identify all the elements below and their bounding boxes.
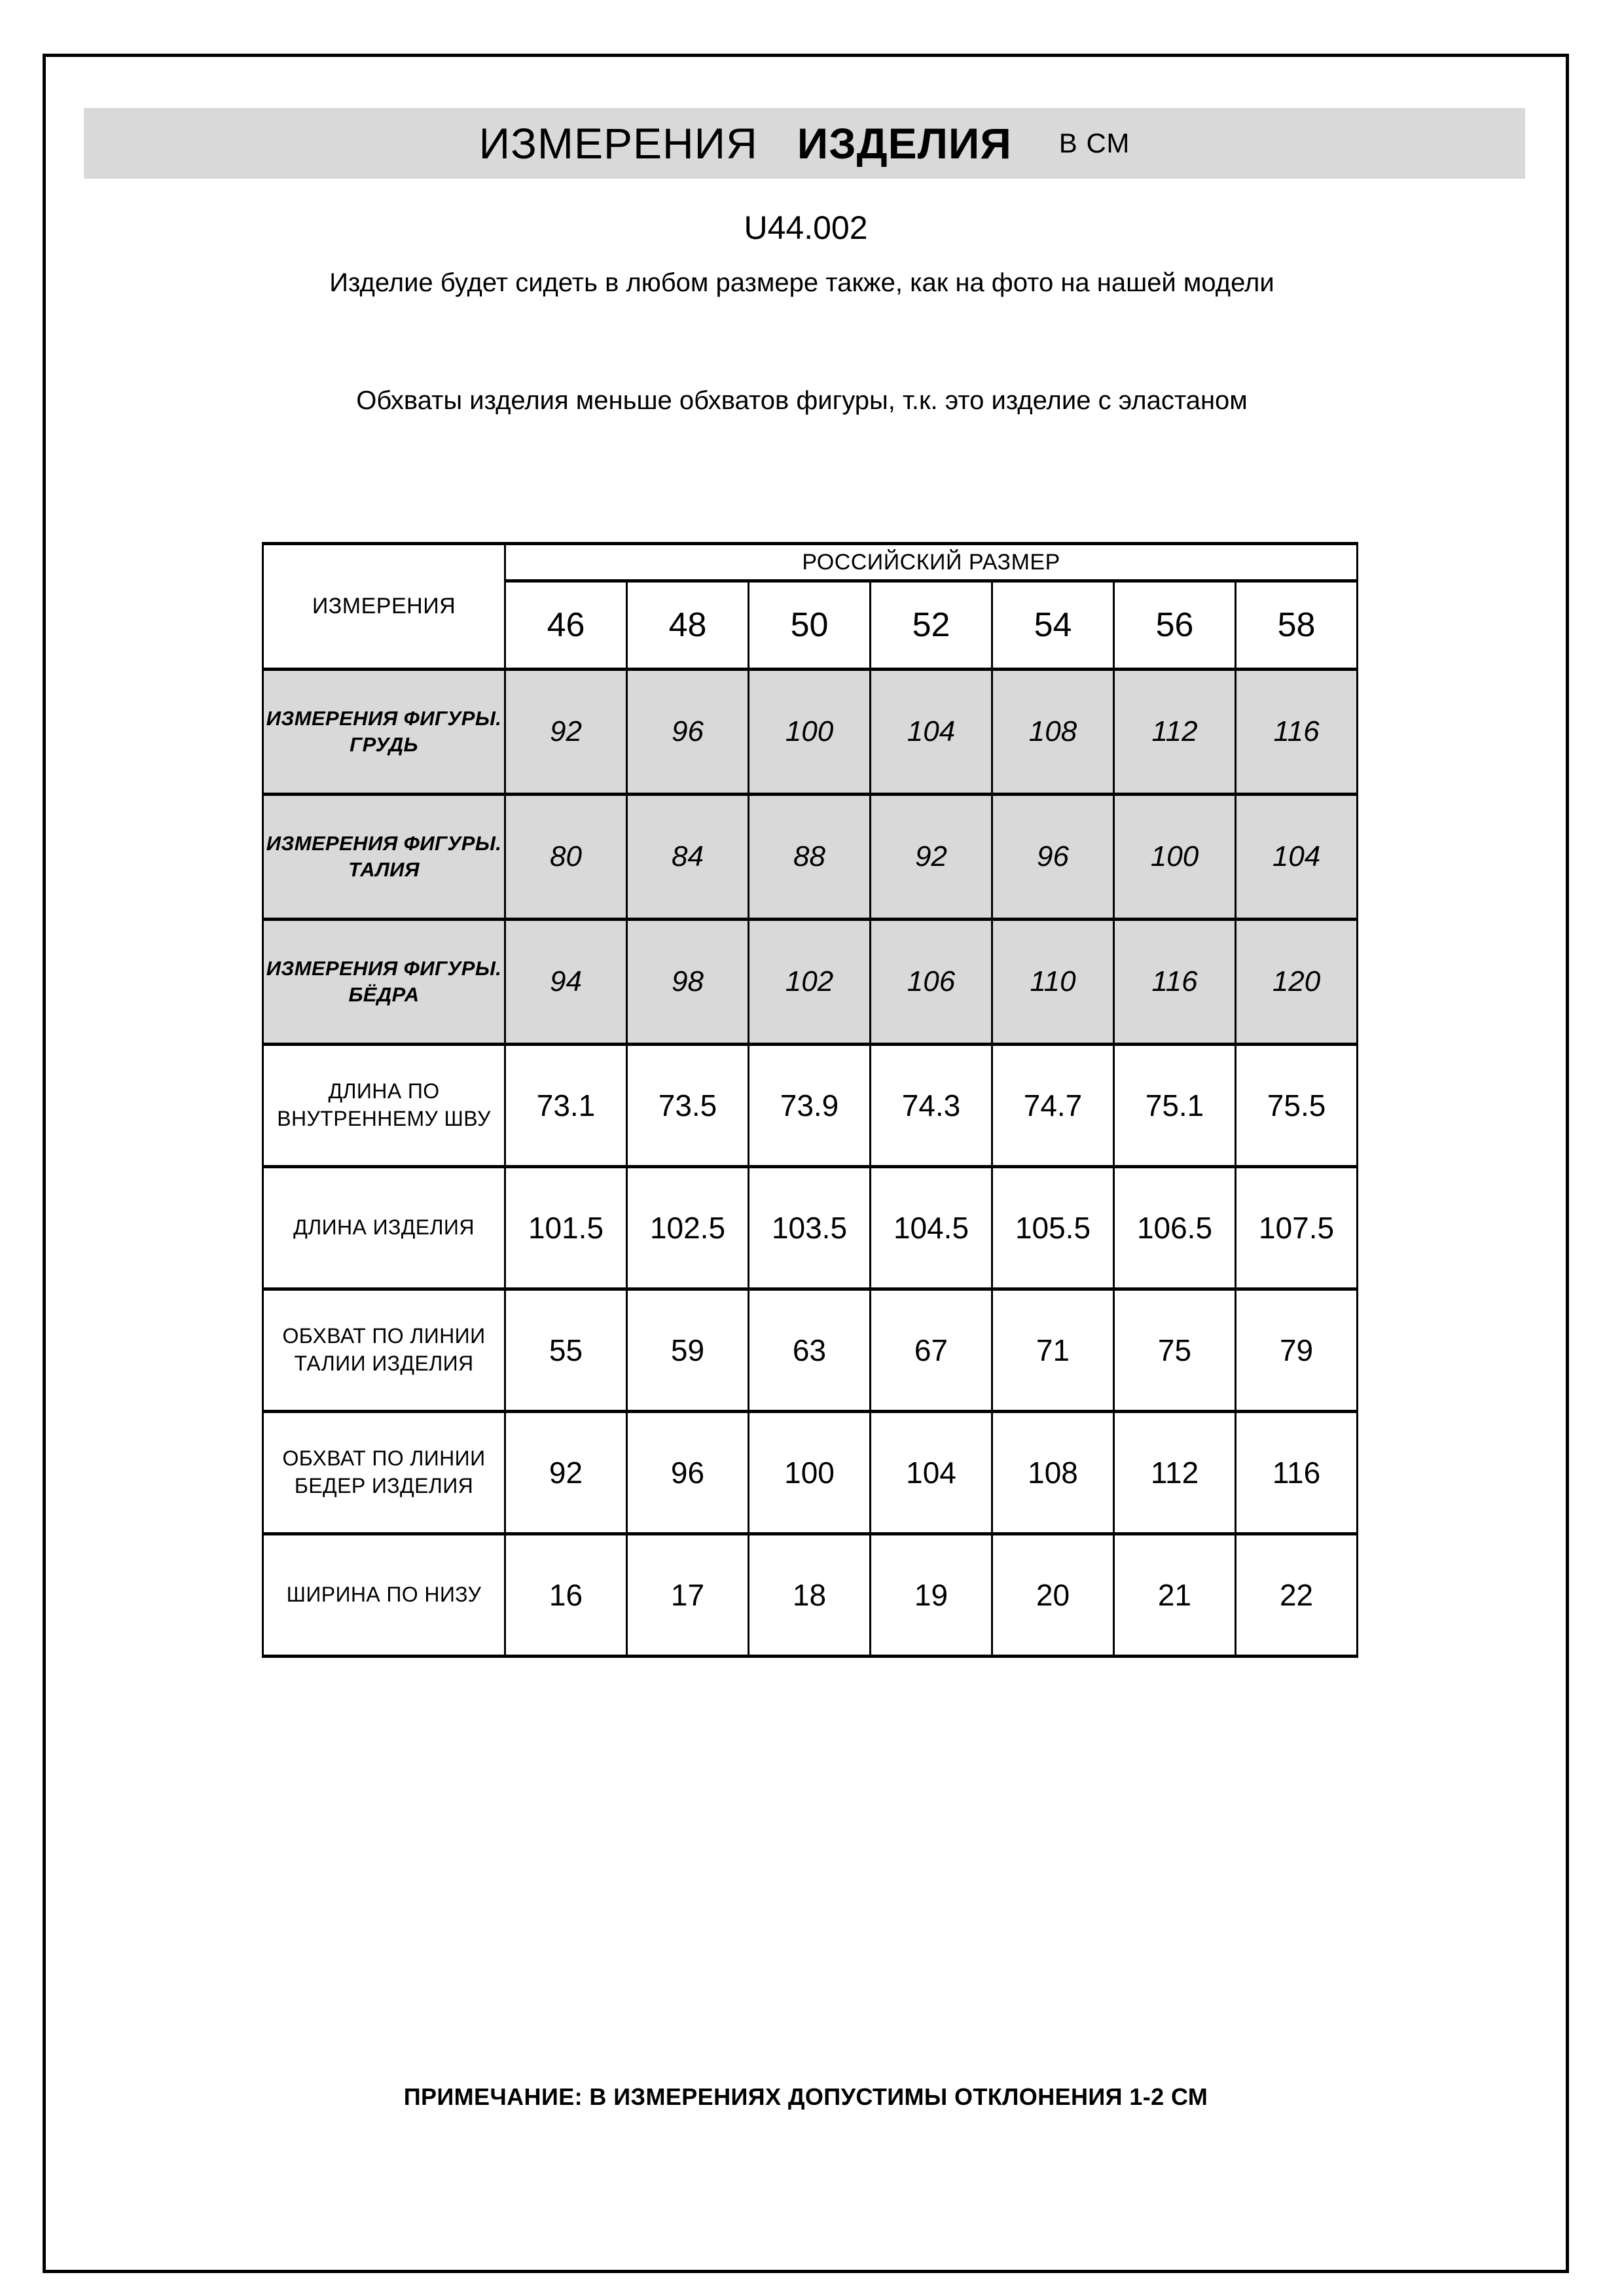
tolerance-note: ПРИМЕЧАНИЕ: В ИЗМЕРЕНИЯХ ДОПУСТИМЫ ОТКЛОНЕНИЯ 1-2 СМ [403,2083,1208,2110]
header-russian-size-group: РОССИЙСКИЙ РАЗМЕР [505,544,1358,581]
cell-value: 92 [505,670,627,795]
row-label: ИЗМЕРЕНИЯ ФИГУРЫ. ТАЛИЯ [263,795,505,920]
cell-value: 96 [627,670,749,795]
cell-value: 98 [627,920,749,1045]
cell-value: 63 [749,1289,871,1412]
cell-value: 80 [505,795,627,920]
cell-value: 103.5 [749,1167,871,1289]
cell-value: 116 [1236,1412,1358,1534]
cell-value: 110 [992,920,1114,1045]
header-size-50: 50 [749,581,871,670]
table-row [263,1289,1358,1412]
cell-value: 102.5 [627,1167,749,1289]
fit-note: Изделие будет сидеть в любом размере также, как на фото на нашей модели [329,268,1274,297]
cell-value: 112 [1114,1412,1236,1534]
cell-value: 59 [627,1289,749,1412]
cell-value: 104 [871,1412,992,1534]
header-size-52: 52 [871,581,992,670]
cell-value: 101.5 [505,1167,627,1289]
cell-value: 20 [992,1534,1114,1657]
cell-value: 106.5 [1114,1167,1236,1289]
cell-value: 22 [1236,1534,1358,1657]
cell-value: 104 [1236,795,1358,920]
cell-value: 105.5 [992,1167,1114,1289]
cell-value: 84 [627,795,749,920]
cell-value: 73.9 [749,1045,871,1167]
cell-value: 116 [1236,670,1358,795]
row-label: ДЛИНА ПО ВНУТРЕННЕМУ ШВУ [263,1045,505,1167]
cell-value: 96 [992,795,1114,920]
row-label: ОБХВАТ ПО ЛИНИИ ТАЛИИ ИЗДЕЛИЯ [263,1289,505,1412]
title-product-word: ИЗДЕЛИЯ [797,119,1012,168]
cell-value: 67 [871,1289,992,1412]
table-row [263,795,1358,920]
header-measurements-label: ИЗМЕРЕНИЯ [263,544,505,670]
row-label: ШИРИНА ПО НИЗУ [263,1534,505,1657]
header-size-56: 56 [1114,581,1236,670]
cell-value: 74.7 [992,1045,1114,1167]
cell-value: 19 [871,1534,992,1657]
cell-value: 17 [627,1534,749,1657]
header-size-58: 58 [1236,581,1358,670]
table-body [263,670,1358,1657]
cell-value: 92 [871,795,992,920]
table-header [263,544,1358,670]
cell-value: 73.5 [627,1045,749,1167]
cell-value: 75 [1114,1289,1236,1412]
cell-value: 55 [505,1289,627,1412]
cell-value: 79 [1236,1289,1358,1412]
header-size-48: 48 [627,581,749,670]
page-border [43,54,1569,2273]
cell-value: 71 [992,1289,1114,1412]
cell-value: 102 [749,920,871,1045]
cell-value: 108 [992,670,1114,795]
cell-value: 74.3 [871,1045,992,1167]
cell-value: 73.1 [505,1045,627,1167]
table-row [263,1045,1358,1167]
row-label: ИЗМЕРЕНИЯ ФИГУРЫ. БЁДРА [263,920,505,1045]
cell-value: 108 [992,1412,1114,1534]
cell-value: 100 [1114,795,1236,920]
row-label: ИЗМЕРЕНИЯ ФИГУРЫ. ГРУДЬ [263,670,505,795]
elastane-note: Обхваты изделия меньше обхватов фигуры, т.к. это изделие с эластаном [356,386,1248,415]
row-label: ОБХВАТ ПО ЛИНИИ БЕДЕР ИЗДЕЛИЯ [263,1412,505,1534]
size-measurements-table [262,542,1358,1658]
row-label: ДЛИНА ИЗДЕЛИЯ [263,1167,505,1289]
cell-value: 116 [1114,920,1236,1045]
cell-value: 104 [871,670,992,795]
cell-value: 100 [749,1412,871,1534]
table-row [263,1412,1358,1534]
cell-value: 88 [749,795,871,920]
table-header-group-row [263,544,1358,581]
cell-value: 120 [1236,920,1358,1045]
header-size-46: 46 [505,581,627,670]
table-row [263,670,1358,795]
document-title-band [84,108,1525,179]
cell-value: 106 [871,920,992,1045]
cell-value: 96 [627,1412,749,1534]
cell-value: 75.5 [1236,1045,1358,1167]
cell-value: 18 [749,1534,871,1657]
title-unit-label: В СМ [1058,128,1130,158]
cell-value: 94 [505,920,627,1045]
table-row [263,1167,1358,1289]
title-measurements-word: ИЗМЕРЕНИЯ [478,119,758,168]
cell-value: 112 [1114,670,1236,795]
cell-value: 107.5 [1236,1167,1358,1289]
header-size-54: 54 [992,581,1114,670]
cell-value: 16 [505,1534,627,1657]
cell-value: 104.5 [871,1167,992,1289]
cell-value: 21 [1114,1534,1236,1657]
table-row [263,1534,1358,1657]
cell-value: 92 [505,1412,627,1534]
table-row [263,920,1358,1045]
cell-value: 75.1 [1114,1045,1236,1167]
cell-value: 100 [749,670,871,795]
article-code: U44.002 [744,209,868,246]
